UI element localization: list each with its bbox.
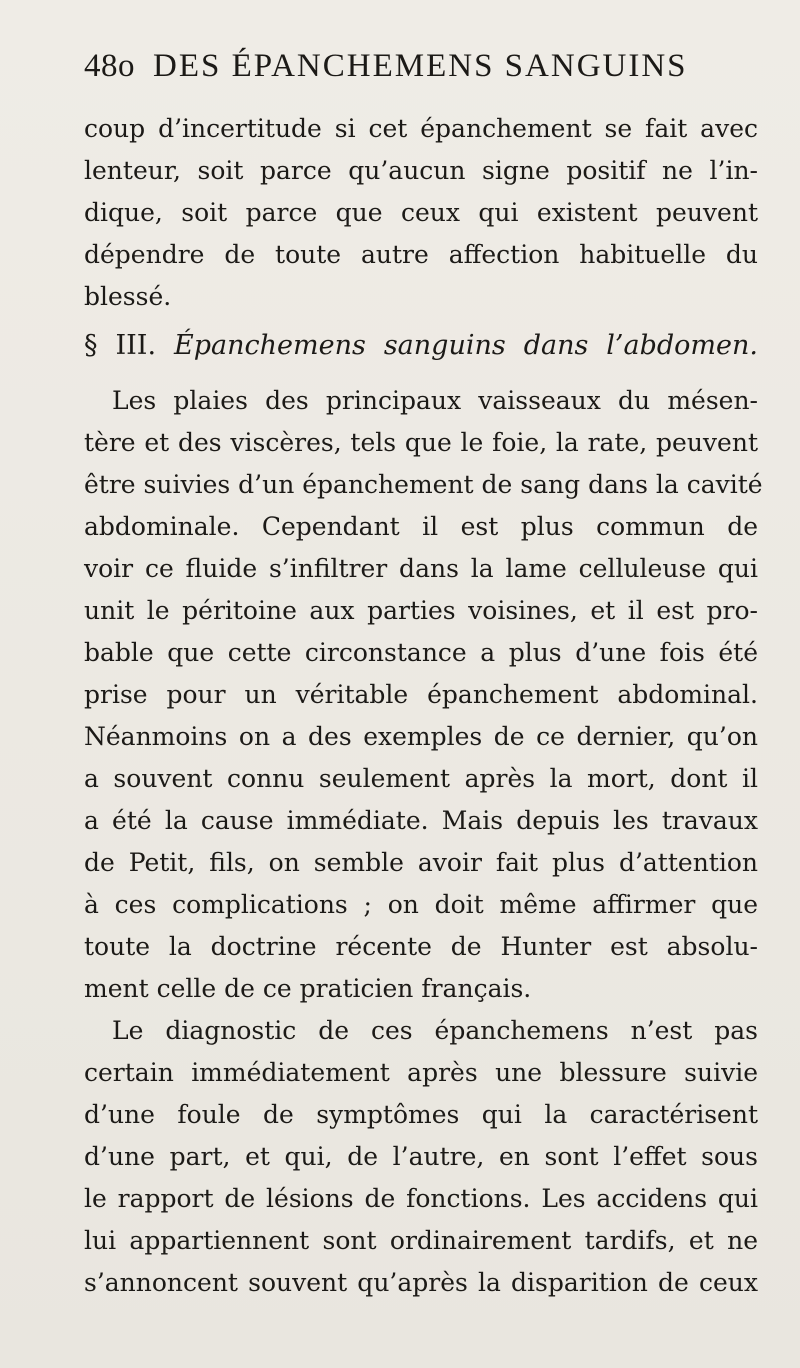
section-title: Épanchemens sanguins dans l’abdomen. xyxy=(174,330,758,361)
paragraph xyxy=(84,1010,758,1304)
text-line: de Petit, fils, on semble avoir fait plus d’attention xyxy=(84,848,758,877)
text-line: prise pour un véritable épanchement abdominal. xyxy=(84,680,758,709)
section-heading xyxy=(84,325,758,367)
section-number: § III. xyxy=(84,330,157,361)
page-number: 48o xyxy=(84,48,135,84)
paragraph xyxy=(84,380,763,1010)
opening-paragraph xyxy=(84,108,758,318)
section-body xyxy=(84,380,763,1304)
text-line: coup d’incertitude si cet épanchement se fait avec xyxy=(84,114,758,143)
page-header xyxy=(84,48,760,108)
text-line: certain immédiatement après une blessure suivie xyxy=(84,1058,758,1087)
text-line: dépendre de toute autre affection habituelle du xyxy=(84,240,758,269)
text-line: lui appartiennent sont ordinairement tardifs, et ne xyxy=(84,1226,758,1255)
text-line: toute la doctrine récente de Hunter est absolu- xyxy=(84,932,758,961)
text-line: Le diagnostic de ces épanchemens n’est pas xyxy=(112,1016,758,1045)
text-line: blessé. xyxy=(84,282,172,311)
text-line: a été la cause immédiate. Mais depuis les travaux xyxy=(84,806,758,835)
text-line: s’annoncent souvent qu’après la disparition de ceux xyxy=(84,1268,758,1297)
text-line: le rapport de lésions de fonctions. Les accidens qui xyxy=(84,1184,758,1213)
text-line: d’une foule de symptômes qui la caractérisent xyxy=(84,1100,758,1129)
text-line: lenteur, soit parce qu’aucun signe positif ne l’in- xyxy=(84,156,758,185)
running-title: DES ÉPANCHEMENS SANGUINS xyxy=(153,48,688,84)
text-line: bable que cette circonstance a plus d’une fois été xyxy=(84,638,758,667)
text-line: dique, soit parce que ceux qui existent peuvent xyxy=(84,198,758,227)
text-line: à ces complications ; on doit même affirmer que xyxy=(84,890,758,919)
text-line: être suivies d’un épanchement de sang dans la cavité xyxy=(84,470,763,499)
text-line: a souvent connu seulement après la mort, dont il xyxy=(84,764,758,793)
text-line: voir ce fluide s’infiltrer dans la lame celluleuse qui xyxy=(84,554,758,583)
text-line: tère et des viscères, tels que le foie, la rate, peuvent xyxy=(84,428,758,457)
text-line: Néanmoins on a des exemples de ce dernier, qu’on xyxy=(84,722,758,751)
text-line: Les plaies des principaux vaisseaux du mésen- xyxy=(112,386,758,415)
text-line: d’une part, et qui, de l’autre, en sont l’effet sous xyxy=(84,1142,758,1171)
text-line: ment celle de ce praticien français. xyxy=(84,974,532,1003)
text-line: abdominale. Cependant il est plus commun de xyxy=(84,512,758,541)
text-line: unit le péritoine aux parties voisines, et il est pro- xyxy=(84,596,758,625)
